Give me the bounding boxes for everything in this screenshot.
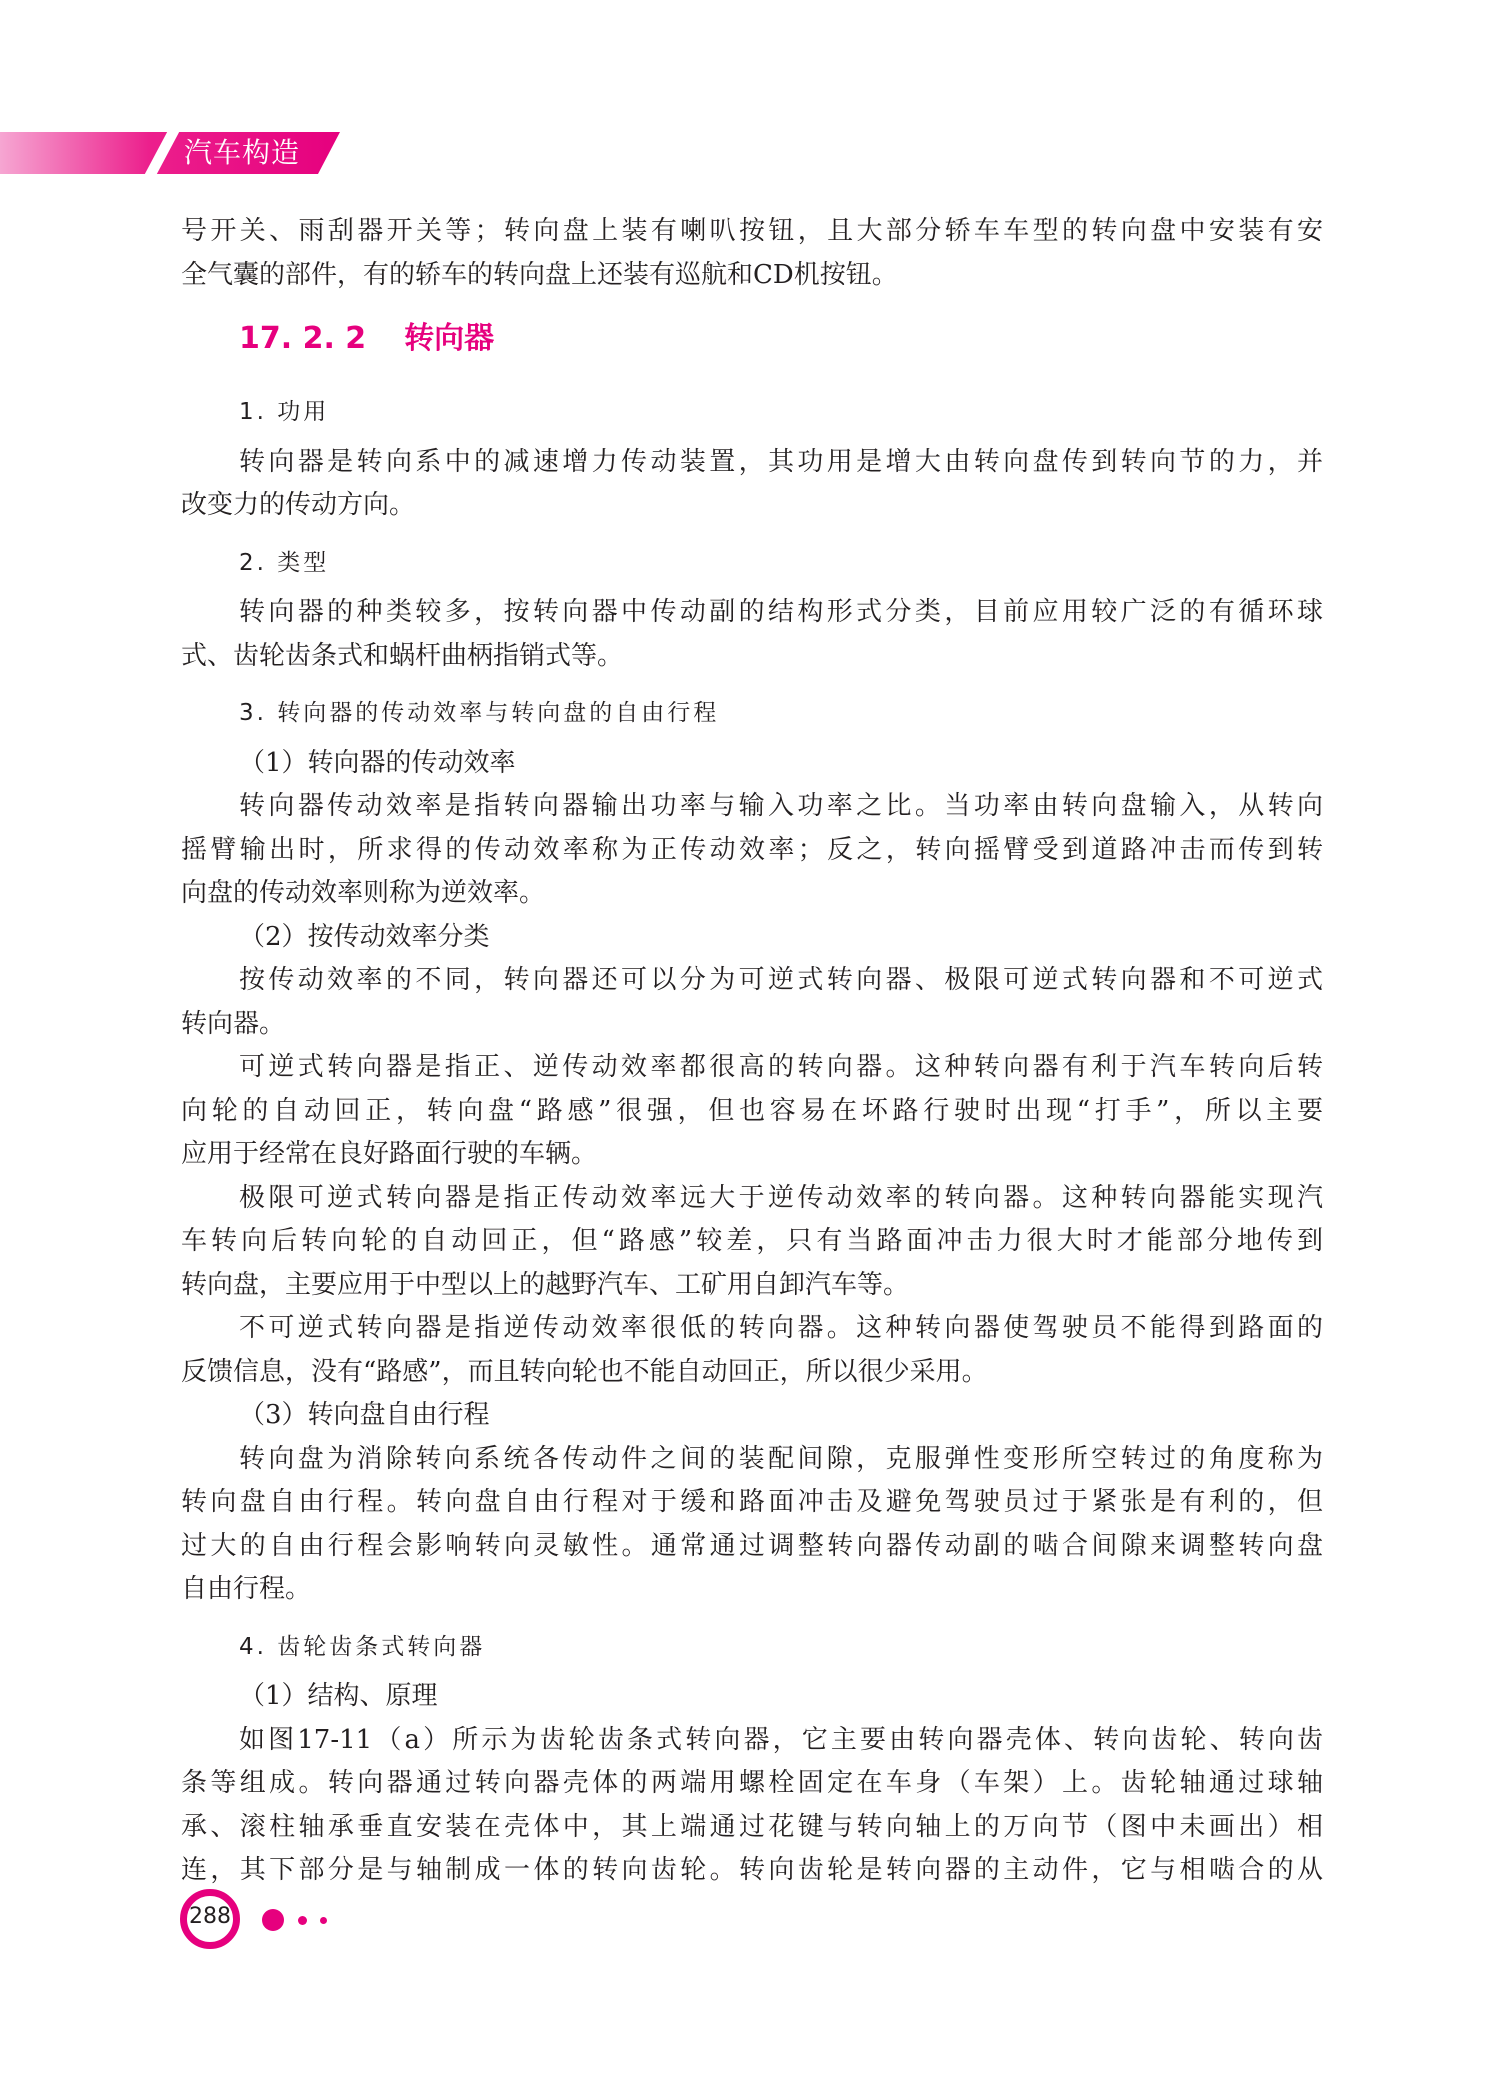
text-line: 向轮的自动回正，转向盘“路感”很强，但也容易在坏路行驶时出现“打手”，所以主要	[181, 1095, 1323, 1126]
page-number: 288	[189, 1904, 231, 1929]
decorative-dot	[320, 1917, 327, 1924]
text-line: 条等组成。转向器通过转向器壳体的两端用螺栓固定在车身（车架）上。齿轮轴通过球轴	[181, 1768, 1323, 1798]
decorative-dot	[298, 1916, 307, 1925]
text-line: 不可逆式转向器是指逆传动效率很低的转向器。这种转向器使驾驶员不能得到路面的	[239, 1313, 1323, 1343]
text-line: 式、齿轮齿条式和蜗杆曲柄指销式等。	[181, 640, 624, 671]
section-heading	[181, 307, 1323, 371]
text-line: 承、滚柱轴承垂直安装在壳体中，其上端通过花键与转向轴上的万向节（图中未画出）相	[181, 1811, 1323, 1842]
text-line: 转向盘，主要应用于中型以上的越野汽车、工矿用自卸汽车等。	[181, 1269, 910, 1300]
text-line: 摇臂输出时，所求得的传动效率称为正传动效率；反之，转向摇臂受到道路冲击而传到转	[181, 834, 1323, 865]
decorative-dot	[262, 1909, 284, 1931]
subheading: 2. 类型	[239, 549, 330, 576]
text-line: 号开关、雨刮器开关等；转向盘上装有喇叭按钮，且大部分轿车车型的转向盘中安装有安	[181, 216, 1323, 246]
text-line: 极限可逆式转向器是指正传动效率远大于逆传动效率的转向器。这种转向器能实现汽	[239, 1182, 1323, 1213]
text-line: 自由行程。	[181, 1574, 312, 1604]
paragraph-heading: （1）结构、原理	[239, 1681, 438, 1711]
section-number: 17. 2. 2	[239, 321, 367, 356]
text-line: 可逆式转向器是指正、逆传动效率都很高的转向器。这种转向器有利于汽车转向后转	[239, 1052, 1323, 1082]
text-line: 全气囊的部件，有的轿车的转向盘上还装有巡航和CD机按钮。	[181, 259, 898, 290]
text-line: 转向器传动效率是指转向器输出功率与输入功率之比。当功率由转向盘输入，从转向	[239, 791, 1323, 821]
text-line: 应用于经常在良好路面行驶的车辆。	[181, 1139, 598, 1169]
text-line: 转向盘自由行程。转向盘自由行程对于缓和路面冲击及避免驾驶员过于紧张是有利的，但	[181, 1487, 1323, 1517]
text-line: 改变力的传动方向。	[181, 490, 416, 520]
text-line: 过大的自由行程会影响转向灵敏性。通常通过调整转向器传动副的啮合间隙来调整转向盘	[181, 1530, 1323, 1561]
subheading: 3. 转向器的传动效率与转向盘的自由行程	[239, 700, 720, 726]
subheading: 4. 齿轮齿条式转向器	[239, 1633, 486, 1660]
paragraph-heading: （3）转向盘自由行程	[239, 1400, 490, 1430]
text-line: 按传动效率的不同，转向器还可以分为可逆式转向器、极限可逆式转向器和不可逆式	[239, 965, 1323, 995]
text-line: 反馈信息，没有“路感”，而且转向轮也不能自动回正，所以很少采用。	[181, 1356, 988, 1387]
section-title: 转向器	[404, 321, 495, 356]
text-line: 转向盘为消除转向系统各传动件之间的装配间隙，克服弹性变形所空转过的角度称为	[239, 1443, 1323, 1474]
paragraph-heading: （2）按传动效率分类	[239, 921, 490, 952]
text-line: 转向器。	[181, 1008, 286, 1039]
running-header-title: 汽车构造	[184, 136, 301, 169]
page-body	[181, 210, 1323, 1893]
text-line: 转向器的种类较多，按转向器中传动副的结构形式分类，目前应用较广泛的有循环球	[239, 597, 1323, 627]
subheading: 1. 功用	[239, 399, 330, 425]
text-line: 转向器是转向系中的减速增力传动装置，其功用是增大由转向盘传到转向节的力，并	[239, 446, 1323, 477]
text-line: 连，其下部分是与轴制成一体的转向齿轮。转向齿轮是转向器的主动件，它与相啮合的从	[181, 1855, 1323, 1885]
text-line: 向盘的传动效率则称为逆效率。	[181, 878, 546, 908]
text-line: 车转向后转向轮的自动回正，但“路感”较差，只有当路面冲击力很大时才能部分地传到	[181, 1226, 1323, 1256]
paragraph-heading: （1）转向器的传动效率	[239, 747, 516, 778]
text-line: 如图17-11（a）所示为齿轮齿条式转向器，它主要由转向器壳体、转向齿轮、转向齿	[239, 1724, 1323, 1755]
